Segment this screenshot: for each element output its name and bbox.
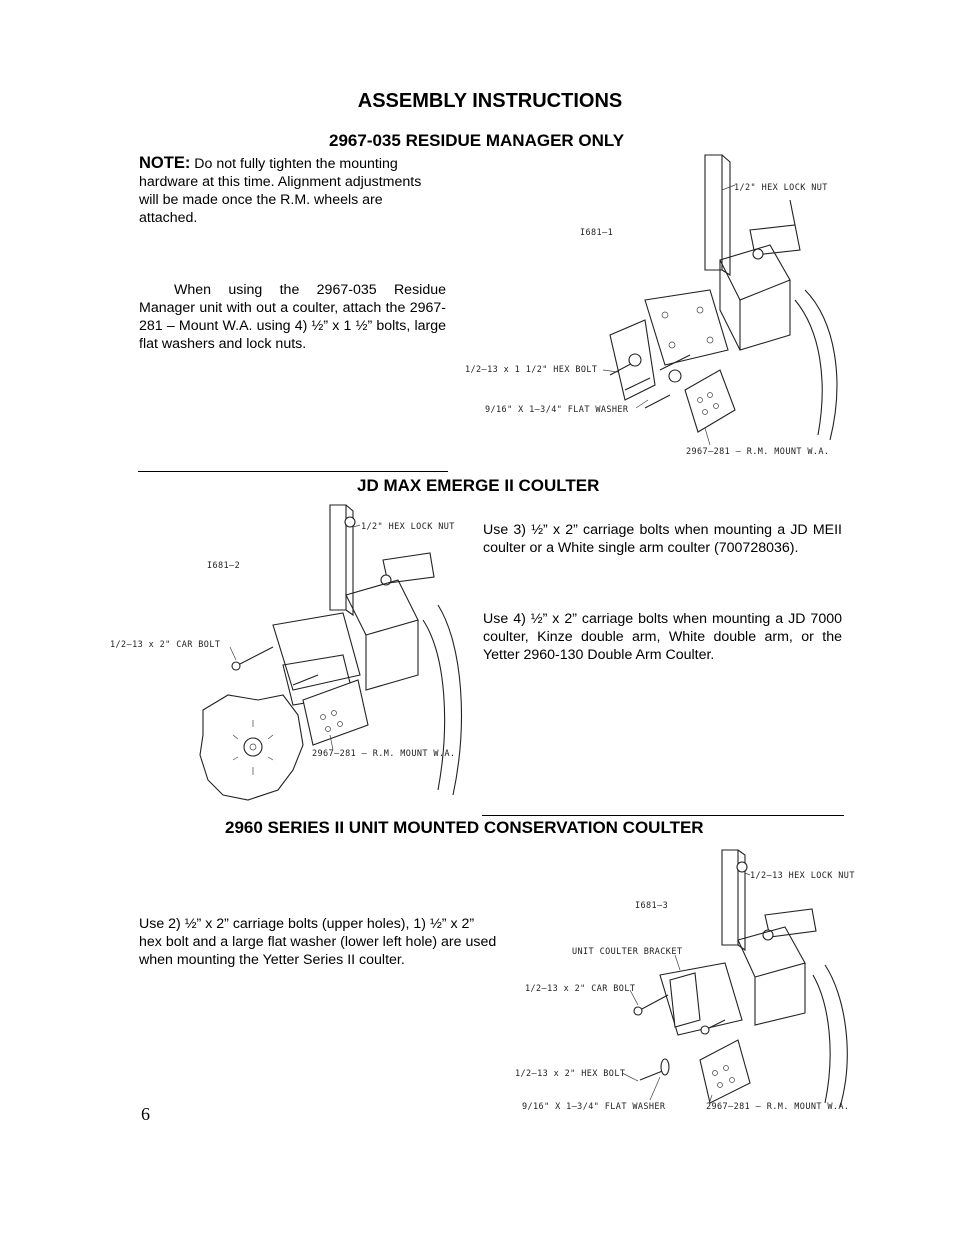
section-divider-1	[138, 471, 448, 472]
label-flat-washer: 9/16" X 1–3/4" FLAT WASHER	[485, 405, 629, 415]
meii-instructions: Use 3) ½” x 2” carriage bolts when mounting a JD MEII coulter or a White single arm coulter (700728036).	[483, 522, 842, 556]
label-hex-bolt: 1/2–13 x 2" HEX BOLT	[515, 1069, 626, 1079]
label-mount: 2967–281 – R.M. MOUNT W.A.	[706, 1102, 850, 1112]
label-car-bolt: 1/2–13 x 2" CAR BOLT	[525, 984, 636, 994]
label-flat-washer: 9/16" X 1–3/4" FLAT WASHER	[522, 1102, 666, 1112]
label-lock-nut: 1/2" HEX LOCK NUT	[734, 183, 828, 193]
note-text: Do not fully tighten the mounting hardware at this time. Alignment adjustments will be made once the R.M. wheels are attached.	[139, 156, 422, 226]
section-heading-series-ii: 2960 SERIES II UNIT MOUNTED CONSERVATION COULTER	[225, 818, 704, 837]
label-lock-nut: 1/2" HEX LOCK NUT	[361, 522, 455, 532]
7000-instructions: Use 4) ½” x 2” carriage bolts when mounting a JD 7000 coulter, Kinze double arm, White double arm, or the Yetter 2960-130 Double Arm Coulter.	[483, 611, 842, 663]
note-paragraph	[139, 154, 439, 227]
residue-manager-diagram	[460, 150, 850, 460]
section-divider-2	[482, 815, 844, 816]
page-title: ASSEMBLY INSTRUCTIONS	[357, 90, 623, 112]
label-mount: 2967–281 – R.M. MOUNT W.A.	[312, 749, 456, 759]
figure-id: I681–2	[207, 561, 241, 571]
section-heading-residue-manager: 2967-035 RESIDUE MANAGER ONLY	[329, 131, 625, 150]
section-heading-jd-max-emerge: JD MAX EMERGE II COULTER	[357, 476, 600, 495]
figure-id: I681–1	[580, 228, 614, 238]
page-number: 6	[141, 1104, 150, 1124]
jd-max-emerge-diagram	[108, 495, 468, 810]
note-label: NOTE:	[139, 154, 191, 172]
label-car-bolt: 1/2–13 x 2" CAR BOLT	[110, 640, 221, 650]
residue-manager-instructions: When using the 2967-035 Residue Manager unit with out a coulter, attach the 2967-281 – Mount W.A. using 4) ½” x 1 ½” bolts, large flat washers and lock nuts.	[139, 282, 446, 352]
label-unit-coulter-bracket: UNIT COULTER BRACKET	[572, 947, 683, 957]
label-mount: 2967–281 – R.M. MOUNT W.A.	[686, 447, 830, 457]
figure-id: I681–3	[635, 901, 669, 911]
label-lock-nut: 1/2–13 HEX LOCK NUT	[750, 871, 855, 881]
series-ii-instructions: Use 2) ½” x 2” carriage bolts (upper holes), 1) ½” x 2” hex bolt and a large flat washer (lower left hole) are used when mounting the Yetter Series II coulter.	[139, 916, 497, 968]
series-ii-diagram	[510, 845, 860, 1115]
label-hex-bolt: 1/2–13 x 1 1/2" HEX BOLT	[465, 365, 598, 375]
